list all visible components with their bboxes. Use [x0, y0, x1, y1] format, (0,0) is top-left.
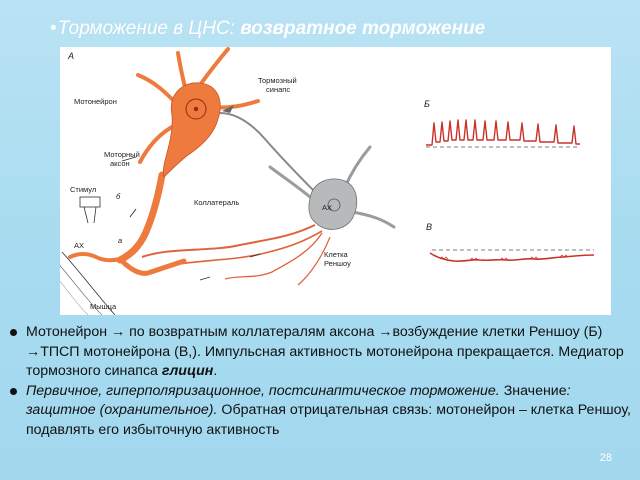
- item1-text2: .: [213, 363, 218, 380]
- label-motor-axon-2: аксон: [110, 159, 130, 168]
- title-emphasis: возвратное торможение: [240, 18, 486, 39]
- label-small-a: а: [118, 236, 123, 245]
- page-number: 28: [599, 452, 612, 464]
- panel-letter-b: Б: [424, 99, 430, 109]
- bullet-item-2: [8, 382, 636, 441]
- label-inhibitory-synapse-2: синапс: [266, 85, 291, 94]
- trace-b: [426, 120, 580, 145]
- label-ah-left: АХ: [74, 241, 85, 250]
- label-motor-axon-1: Моторный: [104, 150, 140, 159]
- trace-v: [430, 253, 594, 261]
- item2-text1: Значение: [499, 382, 567, 399]
- stimulus-box: [80, 197, 100, 207]
- renshaw-process-2: [345, 147, 370, 187]
- item1-text1: Мотонейрон → по возвратным коллатералям аксона →возбуждение клетки Реншоу (Б) →ТПСП мотонейрона (В,). Импульсная активность мотонейрона прекращается. Медиатор тормозного синапса: [26, 324, 624, 380]
- item2-italic2: : защитное (охранительное).: [26, 382, 571, 419]
- label-renshaw-2: Реншоу: [324, 259, 351, 268]
- label-motoneuron: Мотонейрон: [74, 97, 117, 106]
- renshaw-process-3: [352, 212, 394, 227]
- item1-emph: глицин: [161, 363, 214, 380]
- neuron-diagram: [60, 47, 611, 315]
- arrow-3: [200, 277, 210, 280]
- label-small-b: б: [116, 192, 121, 201]
- label-muscle: Мышца: [90, 302, 117, 311]
- stimulus-wire: [84, 207, 96, 223]
- panel-letter-v: В: [426, 222, 433, 232]
- collateral-fiber-1: [142, 225, 315, 257]
- item2-text2: Обратная отрицательная связь: мотонейрон – клетка Реншоу, подавлять его избыточную активность: [26, 402, 632, 438]
- renshaw-output-fiber: [225, 233, 322, 279]
- arrow-1: [130, 209, 136, 217]
- motor-axon: [120, 175, 162, 260]
- label-inhibitory-synapse-1: Тормозный: [258, 76, 297, 85]
- motoneuron: [138, 49, 258, 177]
- title-plain: Торможение в ЦНС:: [57, 18, 241, 39]
- body-text: [8, 323, 636, 441]
- bullet-dot-1: [10, 329, 17, 336]
- bullet-dot-2: [10, 388, 17, 395]
- renshaw-soma: [309, 179, 357, 230]
- label-renshaw-1: Клетка: [324, 250, 348, 259]
- renshaw-cell: [270, 147, 394, 229]
- motor-endplate: [70, 254, 120, 260]
- bullet-item-1: [8, 323, 636, 382]
- inhibitory-fiber: [220, 113, 320, 197]
- motoneuron-nucleolus: [194, 107, 198, 111]
- item2-italic1: Первичное, гиперполяризационное, постсинаптическое торможение.: [26, 382, 500, 399]
- diagram-svg: [60, 47, 611, 315]
- motoneuron-dendrite-3: [200, 49, 228, 85]
- label-collateral: Коллатераль: [194, 198, 240, 207]
- motor-axon-lower: [122, 261, 184, 273]
- slide-title: [50, 18, 610, 40]
- label-stimulus: Стимул: [70, 185, 97, 194]
- label-ah-cell: АХ: [322, 203, 333, 212]
- title-bullet: •: [50, 18, 57, 39]
- panel-letter-a: А: [68, 51, 75, 61]
- motoneuron-dendrite-2: [178, 53, 185, 87]
